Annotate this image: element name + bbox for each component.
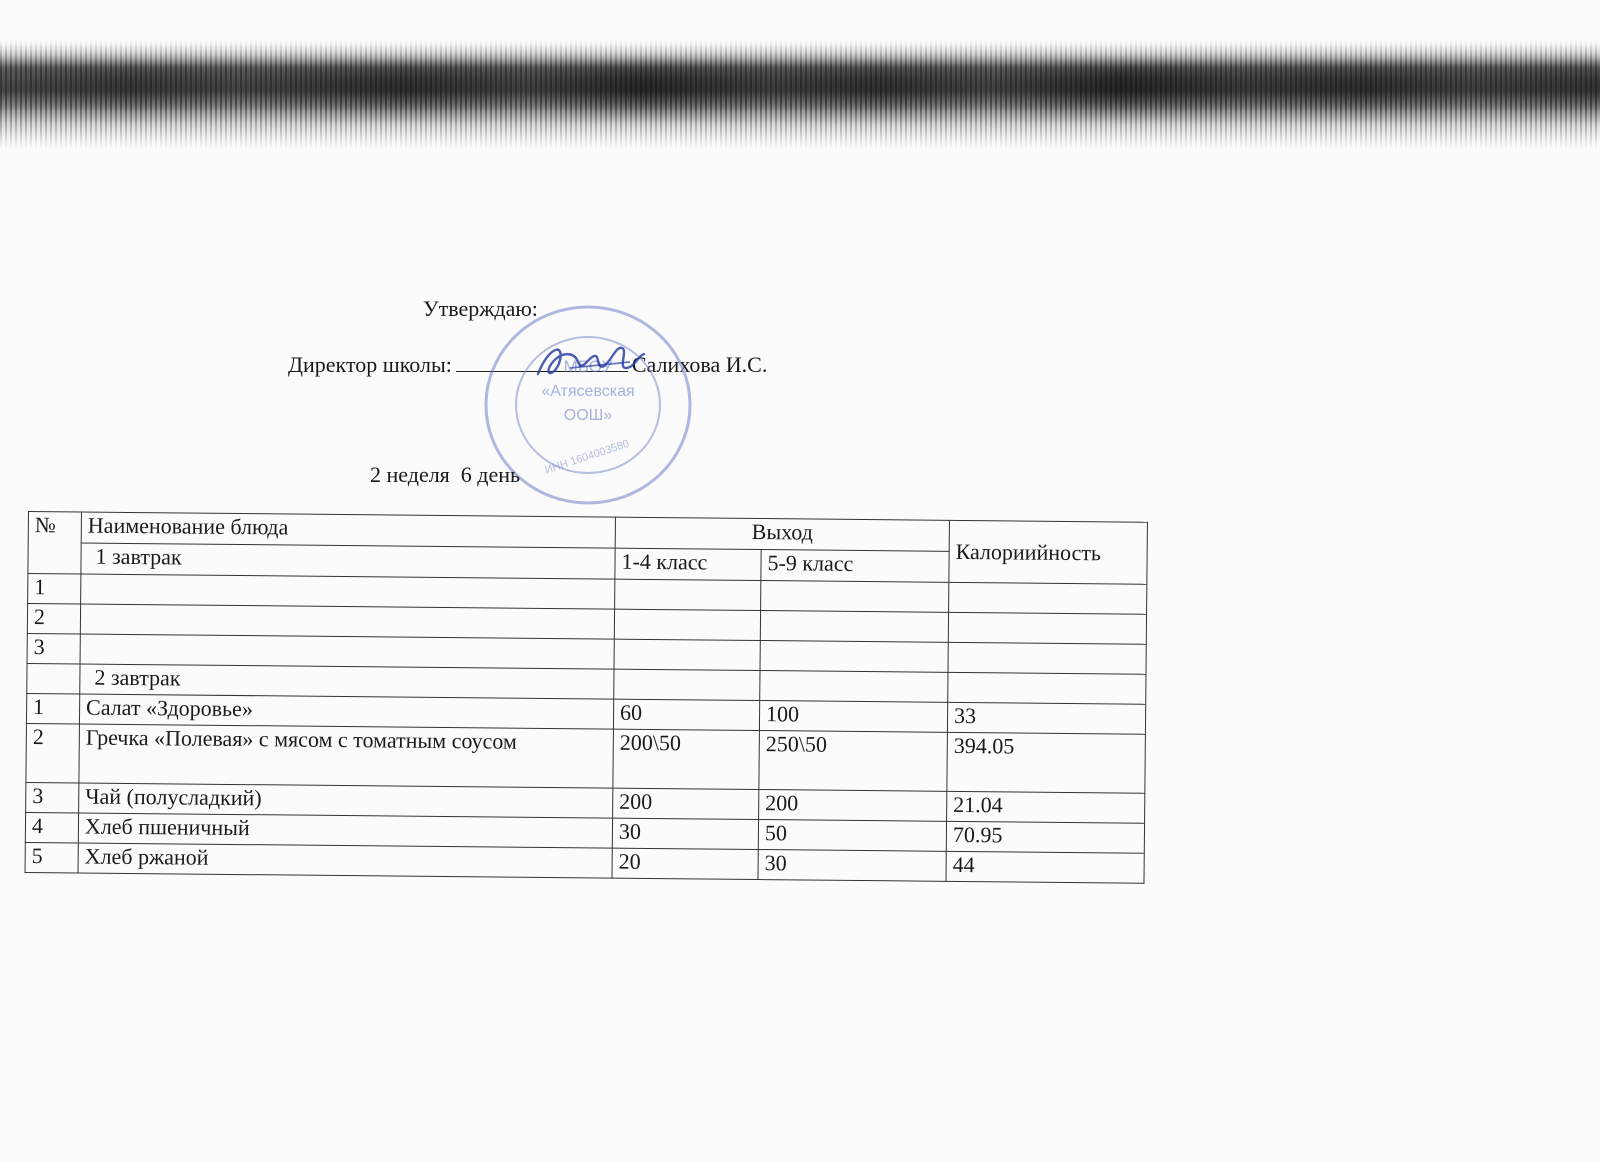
section-breakfast2-label: 2 завтрак [80,664,614,699]
week-day-label: 2 неделя 6 день [370,462,521,487]
header-grade-5-9: 5-9 класс [761,550,949,583]
row-calories: 70.95 [946,821,1144,853]
row-output-5-9: 250\50 [759,731,948,792]
header-calories: Калориийность [949,520,1148,584]
row-output-1-4: 20 [612,848,758,879]
row-calories: 33 [947,702,1145,734]
row-num: 1 [26,693,79,724]
row-num: 2 [26,723,80,783]
row-num: 1 [28,574,81,605]
row-calories [949,582,1147,614]
row-output-5-9: 200 [759,790,947,822]
row-output-1-4 [614,639,760,670]
row-dish-name: Хлеб пшеничный [78,813,612,848]
director-name: Салихова И.С. [631,352,768,377]
section-breakfast1-label: 1 завтрак [81,543,615,579]
row-num: 2 [27,604,80,635]
row-calories [948,612,1146,644]
scan-artifact-shadow [0,55,1600,125]
row-calories: 44 [946,851,1144,883]
section-empty-cell [614,669,760,700]
row-output-1-4 [615,579,761,610]
row-dish-name: Хлеб ржаной [78,843,612,878]
row-calories [948,642,1146,674]
row-output-1-4: 200\50 [613,729,760,789]
menu-table [25,511,1148,884]
row-output-5-9: 30 [758,850,946,882]
row-dish-name: Гречка «Полевая» с мясом с томатным соусом [79,724,614,788]
approval-label: Утверждаю: [423,296,538,321]
stamp-text-top: МБОУ [563,357,613,376]
row-num: 3 [27,633,80,664]
stamp-text-inn: ИНН 1604003580 [543,437,631,477]
row-output-1-4: 30 [612,818,758,849]
row-num: 5 [25,842,78,873]
row-output-5-9: 50 [758,820,946,852]
row-calories: 394.05 [947,732,1146,793]
signature-blank [456,353,628,372]
header-num: № [28,512,82,575]
stamp-text-mid: «Атясевская [541,383,635,400]
section-num-empty [27,663,80,694]
header-name: Наименование блюда [81,512,615,548]
row-dish-name: Чай (полусладкий) [79,783,613,818]
row-output-1-4 [614,609,760,640]
row-output-1-4: 60 [613,699,759,730]
row-output-5-9: 100 [759,701,947,733]
header-output: Выход [615,517,949,551]
table-row [26,723,1146,793]
row-output-5-9 [761,581,949,613]
row-output-5-9 [760,611,948,643]
row-output-5-9 [760,641,948,673]
section-empty-cell [760,671,948,703]
row-output-1-4: 200 [613,788,759,819]
row-num: 4 [25,812,78,843]
section-empty-cell [948,672,1146,704]
row-calories: 21.04 [947,791,1145,823]
stamp-text-bottom: ООШ» [563,407,613,424]
row-dish-name: Салат «Здоровье» [79,694,613,729]
director-line [288,352,767,378]
row-num: 3 [26,782,79,813]
header-grade-1-4: 1-4 класс [615,548,761,580]
director-label: Директор школы: [288,352,452,377]
